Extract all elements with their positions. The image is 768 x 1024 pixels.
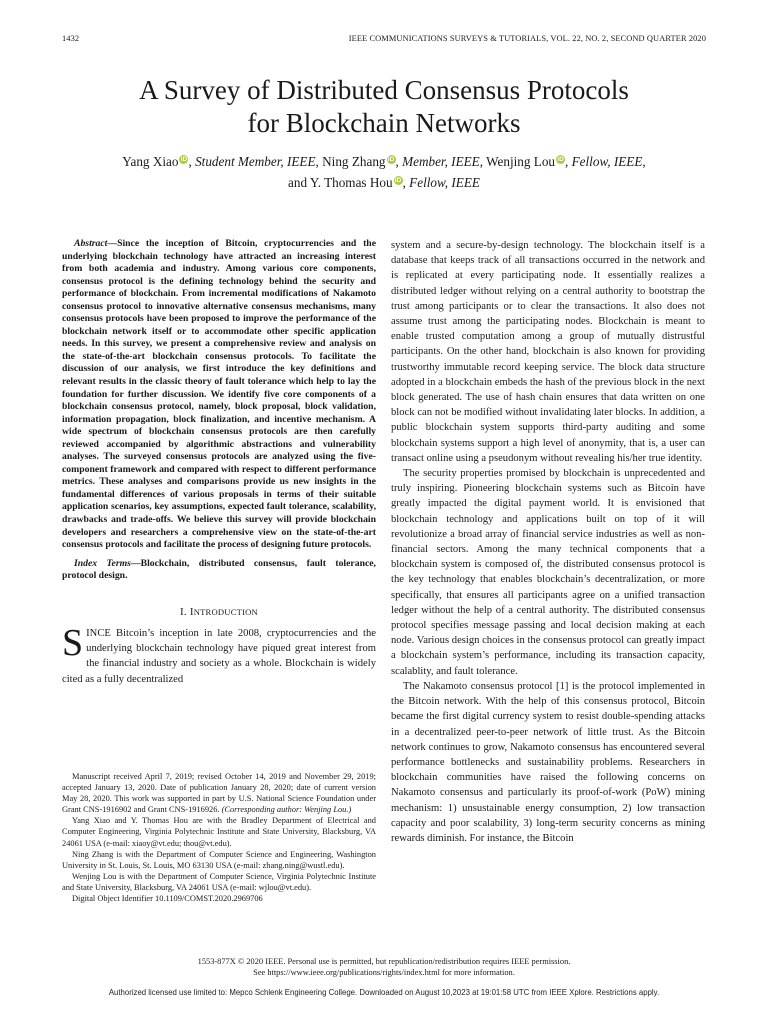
copyright-symbol: © [237,957,245,966]
footnote-affiliation: Wenjing Lou is with the Department of Computer Science, Virginia Polytechnic Institute and State University, Blacksburg, VA 24061 USA (e-mail: wjlou@vt.edu). [62,871,376,892]
section-heading [62,605,376,620]
running-header [62,34,706,43]
index-terms [62,558,376,583]
footnotes [62,771,376,904]
abstract-label: Abstract [74,238,108,249]
footnote-text: Manuscript received April 7, 2019; revised October 14, 2019 and November 29, 2019; accepted January 13, 2020. Date of publication January 28, 2020; date of current version May 28, 2020. This work was supported in part by U.S. National Science Foundation under Grant CNS-1916902 and Grant CNS-1916926. [62,772,376,815]
abstract [62,238,376,552]
page-number: 1432 [62,34,80,43]
body-paragraph: system and a secure-by-design technology. The blockchain itself is a database that keeps track of all transactions occurred in the network and is replicated at every participating node. It essentially realizes a distributed ledger without relying on a central authority to bootstrap the trust among participants or to clear the transactions. It also does not assume trust among the participating nodes. Blockchain is meant to enable trusted computation among a group of mutually distrustful participants. On the other hand, blockchain is also known for providing trustworthy immutable record keeping service. The block data structure adopted in a blockchain embeds the hash of the previous block in the next block generated. The use of hash chain ensures that data written on one block can not be modified without invalidating later blocks. In addition, a public blockchain system supports third-party auditing and some blockchain systems support a high level of anonymity, that is, a user can transact online using a pseudonym without revealing his/her true identity. [391,240,705,464]
intro-paragraph [62,621,376,687]
title-line-1: A Survey of Distributed Consensus Protocols [139,75,629,105]
author-name: Yang Xiao [122,154,179,169]
authorized-use-notice: Authorized licensed use limited to: Mepco Schlenk Engineering College. Downloaded on August 10,2023 at 19:01:58 UTC from IEEE Xplore. Restrictions apply. [108,988,660,997]
author-list [0,151,768,193]
index-terms-label: Index Terms [74,557,131,569]
abstract-text: —Since the inception of Bitcoin, cryptocurrencies and the underlying blockchain technology have attracted an increasing interest from both academia and industry. Among various core components, consensus protocol is the defining technology behind the security and performance of blockchain. From incremental modifications of Nakamoto consensus protocol to innovative alternative consensus mechanisms, many consensus protocols have been proposed to improve the performance of the blockchain network itself or to accommodate other specific application needs. In this survey, we present a comprehensive review and analysis on the state-of-the-art blockchain consensus protocols. To facilitate the discussion of our analysis, we first introduce the key definitions and relevant results in the classic theory of fault tolerance which help to lay the foundation for further discussion. We identify five core components of a blockchain consensus protocol, namely, block proposal, block validation, information propagation, block finalization, and incentive mechanism. A wide spectrum of blockchain consensus protocols are then carefully reviewed accompanied by algorithmic abstractions and vulnerability analyses. The surveyed consensus protocols are analyzed using the five-component framework and compared with respect to different performance metrics. These analyses and comparisons provide us new insights in the fundamental differences of various proposals in terms of their suitable application scenarios, key assumptions, expected fault tolerance, scalability, drawbacks and trade-offs. We believe this survey will provide blockchain developers and researchers a comprehensive view on the state-of-the-art consensus protocols and facilitate the process of designing future protocols. [62,238,376,551]
orcid-icon[interactable]: iD [557,156,564,163]
author-name: Ning Zhang [322,154,386,169]
author-membership: Fellow, IEEE [571,154,643,169]
author-name: Wenjing Lou [486,154,556,169]
author-membership: Member, IEEE [402,154,480,169]
copyright-notice [0,956,768,978]
author-line-1: Yang Xiao iD, Student Member, IEEE, Ning Zhang iD, Member, IEEE, Wenjing Lou iD, Fellow, IEEE, [122,154,646,169]
footnote-manuscript [62,771,376,815]
author-membership: Fellow, IEEE [409,175,480,190]
copyright-line-1 [0,956,768,967]
footnote-doi[interactable]: Digital Object Identifier 10.1109/COMST.2020.2969706 [72,894,263,904]
copyright-line-2[interactable]: See https://www.ieee.org/publications/rights/index.html for more information. [253,968,515,977]
section-numeral: I. [180,605,187,618]
left-column [62,238,376,687]
intro-first-word: INCE [86,627,111,639]
author-line-2: and Y. Thomas Hou iD, Fellow, IEEE [288,175,480,190]
journal-name: IEEE COMMUNICATIONS SURVEYS & TUTORIALS, VOL. 22, NO. 2, SECOND QUARTER 2020 [348,34,706,43]
section-initial: I [189,605,194,618]
intro-text: Bitcoin’s inception in late 2008, cryptocurrencies and the underlying blockchain technology have piqued great interest from the financial industry and society as a whole. Blockchain is widely cited as a fully decentralized [62,627,376,685]
orcid-icon[interactable]: iD [180,156,188,163]
right-column [391,238,705,846]
section-title-rest: NTRODUCTION [193,606,258,617]
issn: 1553-877X [197,957,236,966]
drop-cap: S [62,621,84,664]
index-terms-text: —Blockchain, distributed consensus, fault tolerance, protocol design. [62,557,376,582]
author-membership: Student Member, IEEE [195,154,316,169]
footnote-affiliation: Yang Xiao and Y. Thomas Hou are with the Bradley Department of Electrical and Computer Engineering, Virginia Polytechnic Institute and State University, Blacksburg, VA 24061 USA (e-mail: xiaoy@vt.edu; thou@vt.edu). [62,816,376,848]
copyright-text: 2020 IEEE. Personal use is permitted, but republication/redistribution requires IEEE permission. [246,957,571,966]
corresponding-author: (Corresponding author: Wenjing Lou.) [221,805,352,815]
paper-title [0,74,768,140]
author-conjunction: and [288,175,308,190]
body-paragraph: The security properties promised by blockchain is unprecedented and truly inspiring. Pioneering blockchain systems such as Bitcoin have greatly impacted the digital payment world. It is envisioned that blockchain technology and applications built on top of it will revolutionize a broad array of financial service industries as well as non-financial sectors. Among the many technical components that a blockchain system is composed of, the distributed consensus protocol is the key technology that enables blockchain’s decentralization, or more specifically, that ensures all participants agree on a unified transaction ledger without the help of a central authority. The distributed consensus protocol specifies message passing and local decision making at each node. Various design choices in the consensus protocol can greatly impact a blockchain system’s performance, including its transaction capacity, scalablity, and fault tolerance. [391,468,705,677]
author-name: Y. Thomas Hou [309,175,393,190]
orcid-icon[interactable]: iD [387,156,395,163]
body-paragraph: The Nakamoto consensus protocol [1] is the protocol implemented in the Bitcoin network. With the help of this consensus protocol, Bitcoin became the first digital currency system to resist double-spending attacks in a decentralized peer-to-peer network of little trust. As the Bitcoin network continues to grow, Nakamoto consensus has encountered several performance bottlenecks and sustainability problems. Researchers in blockchain communities have raised the following concerns on Nakamoto consensus and particularly its proof-of-work (PoW) mining mechanism: 1) unsustainable energy consumption, 2) low transaction capacity and poor scalability, 3) long-term security concerns as mining rewards diminish. For instance, the Bitcoin [391,680,705,844]
title-line-2: for Blockchain Networks [247,108,521,138]
footnote-affiliation: Ning Zhang is with the Department of Computer Science and Engineering, Washington University in St. Louis, St. Louis, MO 63130 USA (e-mail: zhang.ning@wustl.edu). [62,849,376,870]
orcid-icon[interactable]: iD [394,177,402,184]
